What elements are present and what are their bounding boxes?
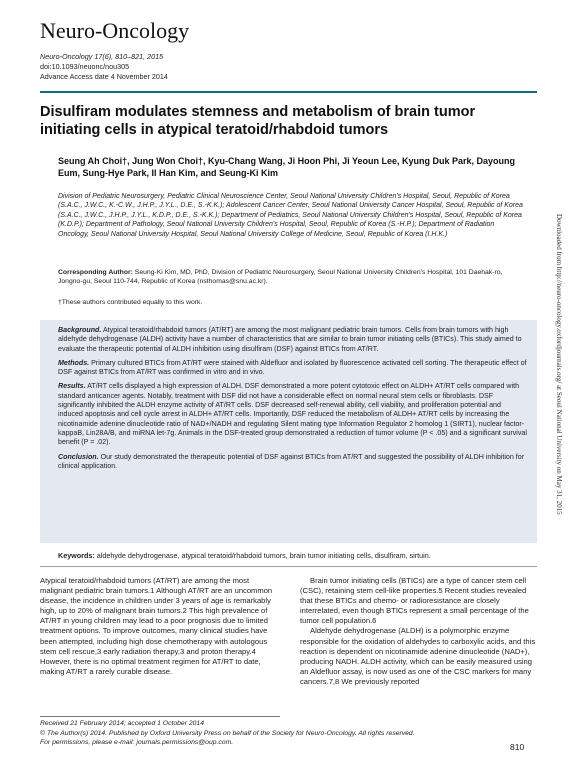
body-paragraph: Aldehyde dehydrogenase (ALDH) is a polymorphic enzyme responsible for the oxidation of aldehydes to carboxylic acids, and this reaction is dependent on nicotinamide adenine dinucleotide (NAD+), producing NADH. ALDH activity, which can be easily measured using an Aldefluor assay, is now used as one of the CSC markers for many cancers.7,8 We previously reported [300, 626, 536, 686]
corresponding-author [58, 268, 526, 286]
journal-meta [40, 52, 168, 82]
doi[interactable]: doi:10.1093/neuonc/nou305 [40, 62, 130, 71]
keywords-rule [40, 566, 537, 567]
received-dates: Received 21 February 2014; accepted 1 October 2014 [40, 720, 204, 727]
keywords-label: Keywords: [58, 551, 95, 560]
author-list: Seung Ah Choi†, Jung Won Choi†, Kyu-Chang Wang, Ji Hoon Phi, Ji Yeoun Lee, Kyung Duk Park, Dayoung Eum, Sung-Hye Park, Il Han Kim, and Seung-Ki Kim [58, 156, 516, 178]
citation: Neuro-Oncology 17(6), 810–821, 2015 [40, 52, 164, 61]
copyright: © The Author(s) 2014. Published by Oxford University Press on behalf of the Society for Neuro-Oncology. All rights reserved. [40, 729, 415, 737]
header-rule [40, 91, 537, 93]
abstract-box [40, 320, 537, 543]
abstract-heading: Methods. [58, 358, 90, 367]
journal-name: Neuro-Oncology [40, 18, 190, 43]
body-paragraph: Brain tumor initiating cells (BTICs) are a type of cancer stem cell (CSC), retaining stem cell-like properties.5 Recent studies revealed that these BTICs and chemo- or radioresistance are closely interrelated, even though BTICs represent a small percentage of the tumor cell population.6 [300, 576, 529, 626]
keywords-text: aldehyde dehydrogenase, atypical teratoid/rhabdoid tumors, brain tumor initiating cells, disulfiram, sirtuin. [96, 551, 431, 560]
abstract-text: Our study demonstrated the therapeutic potential of DSF against BTICs from AT/RT and suggested the possibility of ALDH inhibition for clinical application. [58, 452, 525, 470]
abstract-background [58, 326, 527, 354]
abstract-heading: Background. [58, 326, 102, 334]
body-paragraph: Atypical teratoid/rhabdoid tumors (AT/RT) are among the most malignant pediatric brain tumors.1 Although AT/RT are an uncommon disease, the incidence in children under 3 years of age is remarkably high, up to 20% of malignant brain tumors.2 This high prevalence of AT/RT in young children may lead to a poor prognosis due to limited treatment options. To improve outcomes, many clinical studies have been attempted, including high dose chemotherapy with autologous stem cell rescue,3 early radiation therapy,3 and proton therapy.4 However, there is no optimal treatment regimen for AT/RT to date, making AT/RT a rarely curable disease. [40, 576, 273, 676]
keywords [58, 551, 536, 560]
permissions[interactable]: For permissions, please e-mail: journals.permissions@oup.com. [40, 739, 234, 746]
article-title: Disulfiram modulates stemness and metabolism of brain tumor initiating cells in atypical teratoid/rhabdoid tumors [40, 104, 476, 138]
abstract-heading: Results. [58, 382, 86, 391]
corresponding-text: Seung-Ki Kim, MD, PhD, Division of Pediatric Neurosurgery, Seoul National University Children's Hospital, 101 Daehak-ro, Jongno-gu, Seoul 110-744, Republic of Korea (nsthomas@snu.ac.kr). [58, 269, 503, 286]
download-note [553, 214, 563, 544]
abstract-text: Atypical teratoid/rhabdoid tumors (AT/RT) are among the most malignant pediatric brain tumors. Cells from brain tumors with high aldehyde dehydrogenase (ALDH) activity have a number of characteristics that are similar to brain tumor initiating cells (BTICs). This study aimed to evaluate the therapeutic potential of ALDH inhibition using disulfiram (DSF) against BTICs from AT/RT. [58, 326, 522, 353]
corresponding-label: Corresponding Author: [58, 269, 133, 276]
access-date: Advance Access date 4 November 2014 [40, 72, 168, 81]
footer-rule [40, 716, 280, 717]
body-column-left [40, 576, 276, 677]
affiliations: Division of Pediatric Neurosurgery, Pediatric Clinical Neuroscience Center, Seoul National University Children's Hospital, Seoul, Republic of Korea (S.A.C., J.W.C., K.-C.W., J.H.P., J.Y.L., D.E., S.-K.K.); Adolescent Cancer Center, Seoul National University Cancer Hospital, Seoul, Republic of Korea (S.A.C., J.W.C., J.H.P., J.Y.L., K.D.P., D.E., S.-K.K.); Department of Pediatrics, Seoul National University Children's Hospital, Seoul, Republic of Korea (K.D.P.); Department of Pathology, Seoul National University Children's Hospital, Seoul, Republic of Korea (S.-H.P.); Department of Radiation Oncology, Seoul National University Hospital, Seoul National University College of Medicine, Seoul, Republic of Korea (I.H.K.) [58, 193, 523, 238]
body-column-right [300, 576, 536, 687]
footer [40, 719, 415, 748]
abstract-heading: Conclusion. [58, 452, 99, 461]
abstract-methods [58, 359, 527, 378]
abstract-conclusion [58, 453, 527, 472]
page-number: 810 [510, 742, 525, 752]
abstract-text: AT/RT cells displayed a high expression of ALDH. DSF demonstrated a more potent cytotoxic effect on ALDH+ AT/RT cells compared with standard anticancer agents. Notably, treatment with DSF did not have a considerable effect on normal neural stem cells or fibroblasts. DSF significantly inhibited the ALDH enzyme activity of AT/RT cells. DSF decreased self-renewal ability, cell viability, and proliferation potential and induced apoptosis and cell cycle arrest in ALDH+ AT/RT cells. Importantly, DSF reduced the metabolism of ALDH+ AT/RT cells by increasing the nicotinamide adenine dinucleotide ratio of NAD+/NADH and regulating Silent mating type Information Regulator 2 homolog 1 (SIRT1), nuclear factor-kappaB, Lin28A/B, and miRNA let-7g. Animals in the DSF-treated group demonstrated a reduction of tumor volume (P < .05) and a significant survival benefit (P = .02). [58, 382, 527, 447]
abstract-text: Primary cultured BTICs from AT/RT were stained with Aldefluor and isolated by fluorescence activated cell sorting. The therapeutic effect of DSF against BTICs from AT/RT was confirmed in vitro and in vivo. [58, 358, 527, 377]
equal-contribution-note: †These authors contributed equally to this work. [58, 299, 203, 306]
download-note-text[interactable]: Downloaded from http://neuro-oncology.oxfordjournals.org/ at Seoul National University on May 31, 2015 [555, 214, 563, 515]
abstract-results [58, 382, 527, 447]
